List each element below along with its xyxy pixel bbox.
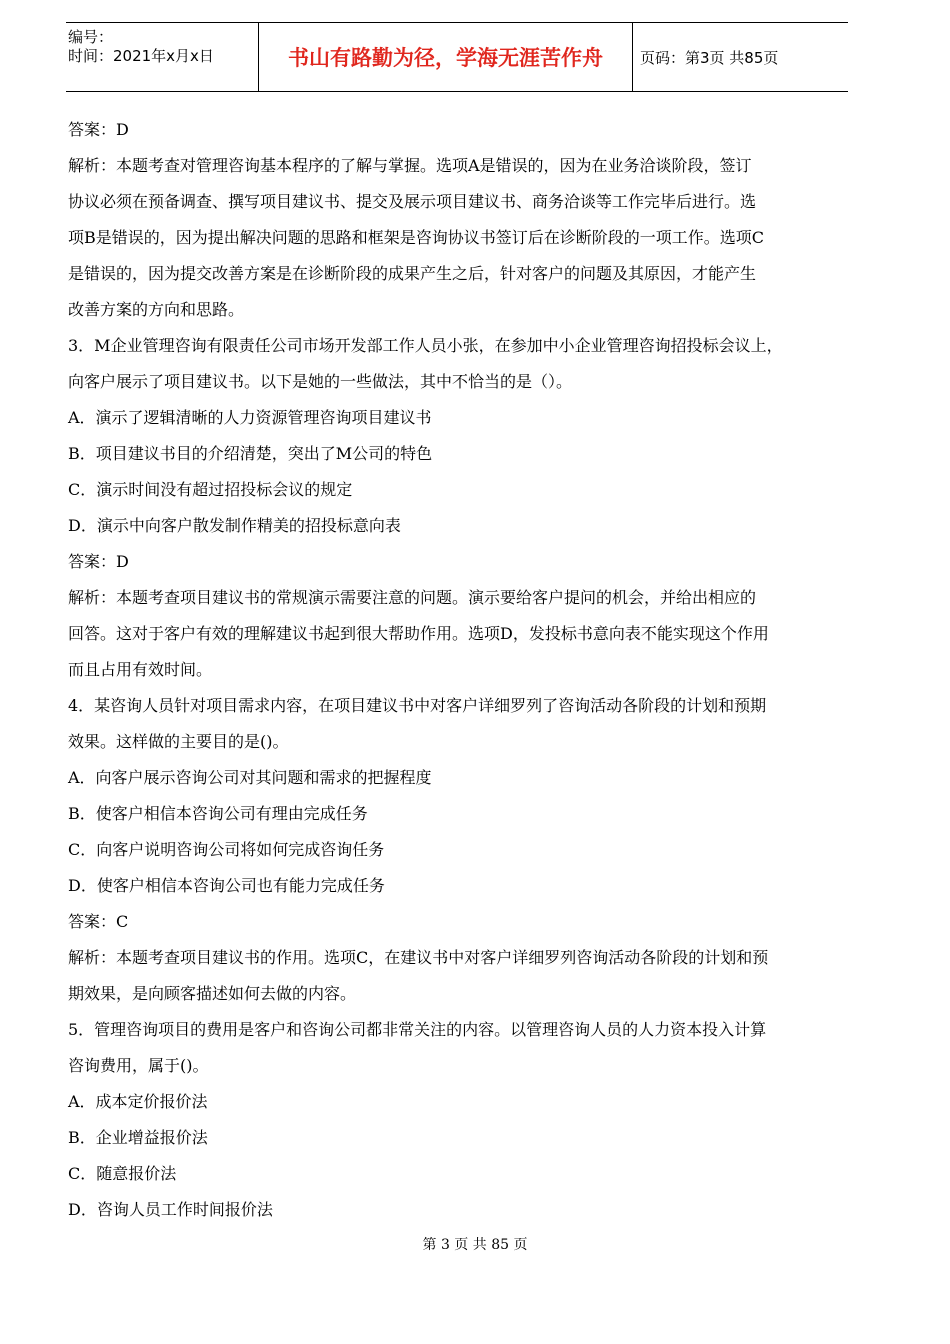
text-line: B．企业增益报价法 [68, 1128, 208, 1147]
text-line: D．咨询人员工作时间报价法 [68, 1200, 273, 1219]
text-line: A．成本定价报价法 [68, 1092, 208, 1111]
text-line: 改善方案的方向和思路。 [68, 300, 245, 319]
serial-number-label: 编号： [68, 28, 114, 46]
text-line: 解析：本题考查项目建议书的常规演示需要注意的问题。演示要给客户提问的机会，并给出相应的 [68, 588, 757, 607]
text-line: 向客户展示了项目建议书。以下是她的一些做法，其中不恰当的是（）。 [68, 372, 573, 391]
text-line: 答案：D [68, 120, 129, 139]
text-line: 效果。这样做的主要目的是()。 [68, 732, 289, 751]
text-line: 3．M企业管理咨询有限责任公司市场开发部工作人员小张，在参加中小企业管理咨询招投标会议上， [68, 336, 783, 355]
text-line: 咨询费用，属于()。 [68, 1056, 209, 1075]
text-line: 回答。这对于客户有效的理解建议书起到很大帮助作用。选项D，发投标书意向表不能实现这个作用 [68, 624, 769, 643]
text-line: 解析：本题考查项目建议书的作用。选项C，在建议书中对客户详细罗列咨询活动各阶段的计划和预 [68, 948, 769, 967]
text-line: 而且占用有效时间。 [68, 660, 213, 679]
text-line: 协议必须在预备调查、撰写项目建议书、提交及展示项目建议书、商务洽谈等工作完毕后进行。选 [68, 192, 757, 211]
date-label: 时间：2021年x月x日 [68, 47, 214, 65]
text-line: 答案：D [68, 552, 129, 571]
text-line: C．随意报价法 [68, 1164, 177, 1183]
text-line: 是错误的，因为提交改善方案是在诊断阶段的成果产生之后，针对客户的问题及其原因，才能产生 [68, 264, 757, 283]
text-line: C．演示时间没有超过招投标会议的规定 [68, 480, 353, 499]
text-line: A．向客户展示咨询公司对其问题和需求的把握程度 [68, 768, 432, 787]
header-motto: 书山有路勤为径，学海无涯苦作舟 [258, 23, 633, 91]
text-line: 4．某咨询人员针对项目需求内容，在项目建议书中对客户详细罗列了咨询活动各阶段的计划和预期 [68, 696, 767, 715]
document-body [68, 112, 848, 1228]
header-page-info: 页码：第3页 共85页 [640, 48, 779, 67]
text-line: B．使客户相信本咨询公司有理由完成任务 [68, 804, 368, 823]
page-footer: 第 3 页 共 85 页 [422, 1237, 528, 1253]
page-header [66, 22, 848, 92]
text-line: C．向客户说明咨询公司将如何完成咨询任务 [68, 840, 385, 859]
text-line: 期效果，是向顾客描述如何去做的内容。 [68, 984, 357, 1003]
text-line: 5．管理咨询项目的费用是客户和咨询公司都非常关注的内容。以管理咨询人员的人力资本投入计算 [68, 1020, 767, 1039]
text-line: 项B是错误的，因为提出解决问题的思路和框架是咨询协议书签订后在诊断阶段的一项工作。选项C [68, 228, 765, 247]
text-line: D．演示中向客户散发制作精美的招投标意向表 [68, 516, 401, 535]
text-line: A．演示了逻辑清晰的人力资源管理咨询项目建议书 [68, 408, 432, 427]
text-line: 解析：本题考查对管理咨询基本程序的了解与掌握。选项A是错误的，因为在业务洽谈阶段，签订 [68, 156, 752, 175]
text-line: D．使客户相信本咨询公司也有能力完成任务 [68, 876, 385, 895]
header-meta [66, 23, 258, 91]
text-line: 答案：C [68, 912, 129, 931]
text-line: B．项目建议书目的介绍清楚，突出了M公司的特色 [68, 444, 433, 463]
